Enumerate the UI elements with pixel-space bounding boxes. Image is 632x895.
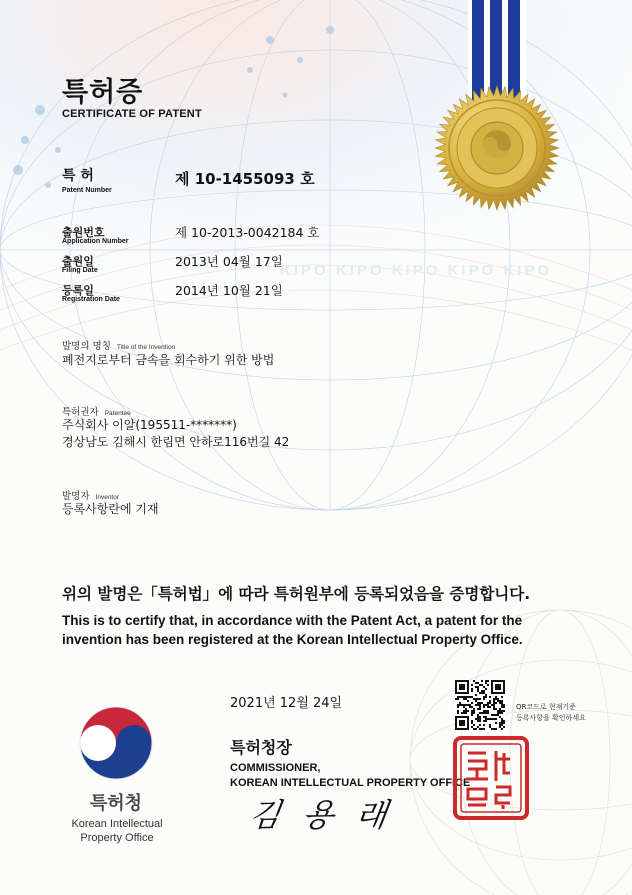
registration-date-value: 2014년 10월 21일 <box>175 283 283 298</box>
patent-number-label-en: Patent Number <box>62 187 112 194</box>
qr-note <box>516 702 586 724</box>
patentee-name: 주식회사 이알(195511-*******) <box>62 418 237 432</box>
commissioner-line1: COMMISSIONER, <box>230 762 321 774</box>
filing-date-label-en: Filing Date <box>62 267 98 274</box>
kipo-name-en <box>52 817 182 845</box>
application-number-value: 제 10-2013-0042184 호 <box>175 225 320 240</box>
patentee-address: 경상남도 김해시 한림면 안하로116번길 42 <box>62 435 290 449</box>
qr-code-icon[interactable] <box>455 680 505 730</box>
invention-title: 폐전지로부터 금속을 회수하기 위한 방법 <box>62 353 275 367</box>
certification-statement-en: This is to certify that, in accordance with the Patent Act, a patent for the invention has been registered at the Korean Intellectual Property Office. <box>62 613 523 647</box>
commissioner-signature: 김 용 래 <box>247 796 396 834</box>
certificate-title: 특허증 <box>62 77 144 108</box>
application-number-label: 출원번호 <box>62 226 105 239</box>
commissioner-title: 특허청장 <box>230 738 292 757</box>
registration-date-label: 등록일 <box>62 284 94 297</box>
kipo-logo-icon <box>73 700 159 786</box>
gold-seal <box>435 86 559 210</box>
inventor-label-en: Inventor <box>95 494 120 501</box>
commissioner-name-block <box>230 761 470 791</box>
kipo-name-ko: 특허청 <box>89 793 143 814</box>
kipo-watermark: KIPO KIPO KIPO KIPO KIPO <box>280 262 553 279</box>
patentee-label-en: Patentee <box>104 410 131 417</box>
inventor-label: 발명자 <box>62 491 90 502</box>
kipo-name-en-line1: Korean Intellectual <box>71 818 163 830</box>
patent-number-value: 제 10-1455093 호 <box>175 170 315 188</box>
official-stamp <box>452 735 530 821</box>
registration-date-label-en: Registration Date <box>62 296 120 303</box>
certificate-subtitle: CERTIFICATE OF PATENT <box>62 108 202 120</box>
kipo-name-en-line2: Property Office <box>80 832 154 844</box>
application-number-label-en: Application Number <box>62 238 129 245</box>
qr-note-line2: 등록사항을 확인하세요 <box>516 714 586 722</box>
certification-statement-ko: 위의 발명은「특허법」에 따라 특허원부에 등록되었음을 증명합니다. <box>62 585 531 603</box>
filing-date-value: 2013년 04월 17일 <box>175 254 283 269</box>
patentee-label: 특허권자 <box>62 407 99 418</box>
qr-note-line1: QR코드로 현재기준 <box>516 703 576 711</box>
filing-date-label: 출원일 <box>62 255 94 268</box>
inventor-value: 등록사항란에 기재 <box>62 502 159 516</box>
invention-label: 발명의 명칭 <box>62 341 111 352</box>
invention-label-en: Title of the Invention <box>116 344 176 351</box>
issue-date: 2021년 12월 24일 <box>230 696 343 711</box>
commissioner-line2: KOREAN INTELLECTUAL PROPERTY OFFICE <box>230 777 471 789</box>
patent-number-label: 특 허 <box>62 168 94 184</box>
